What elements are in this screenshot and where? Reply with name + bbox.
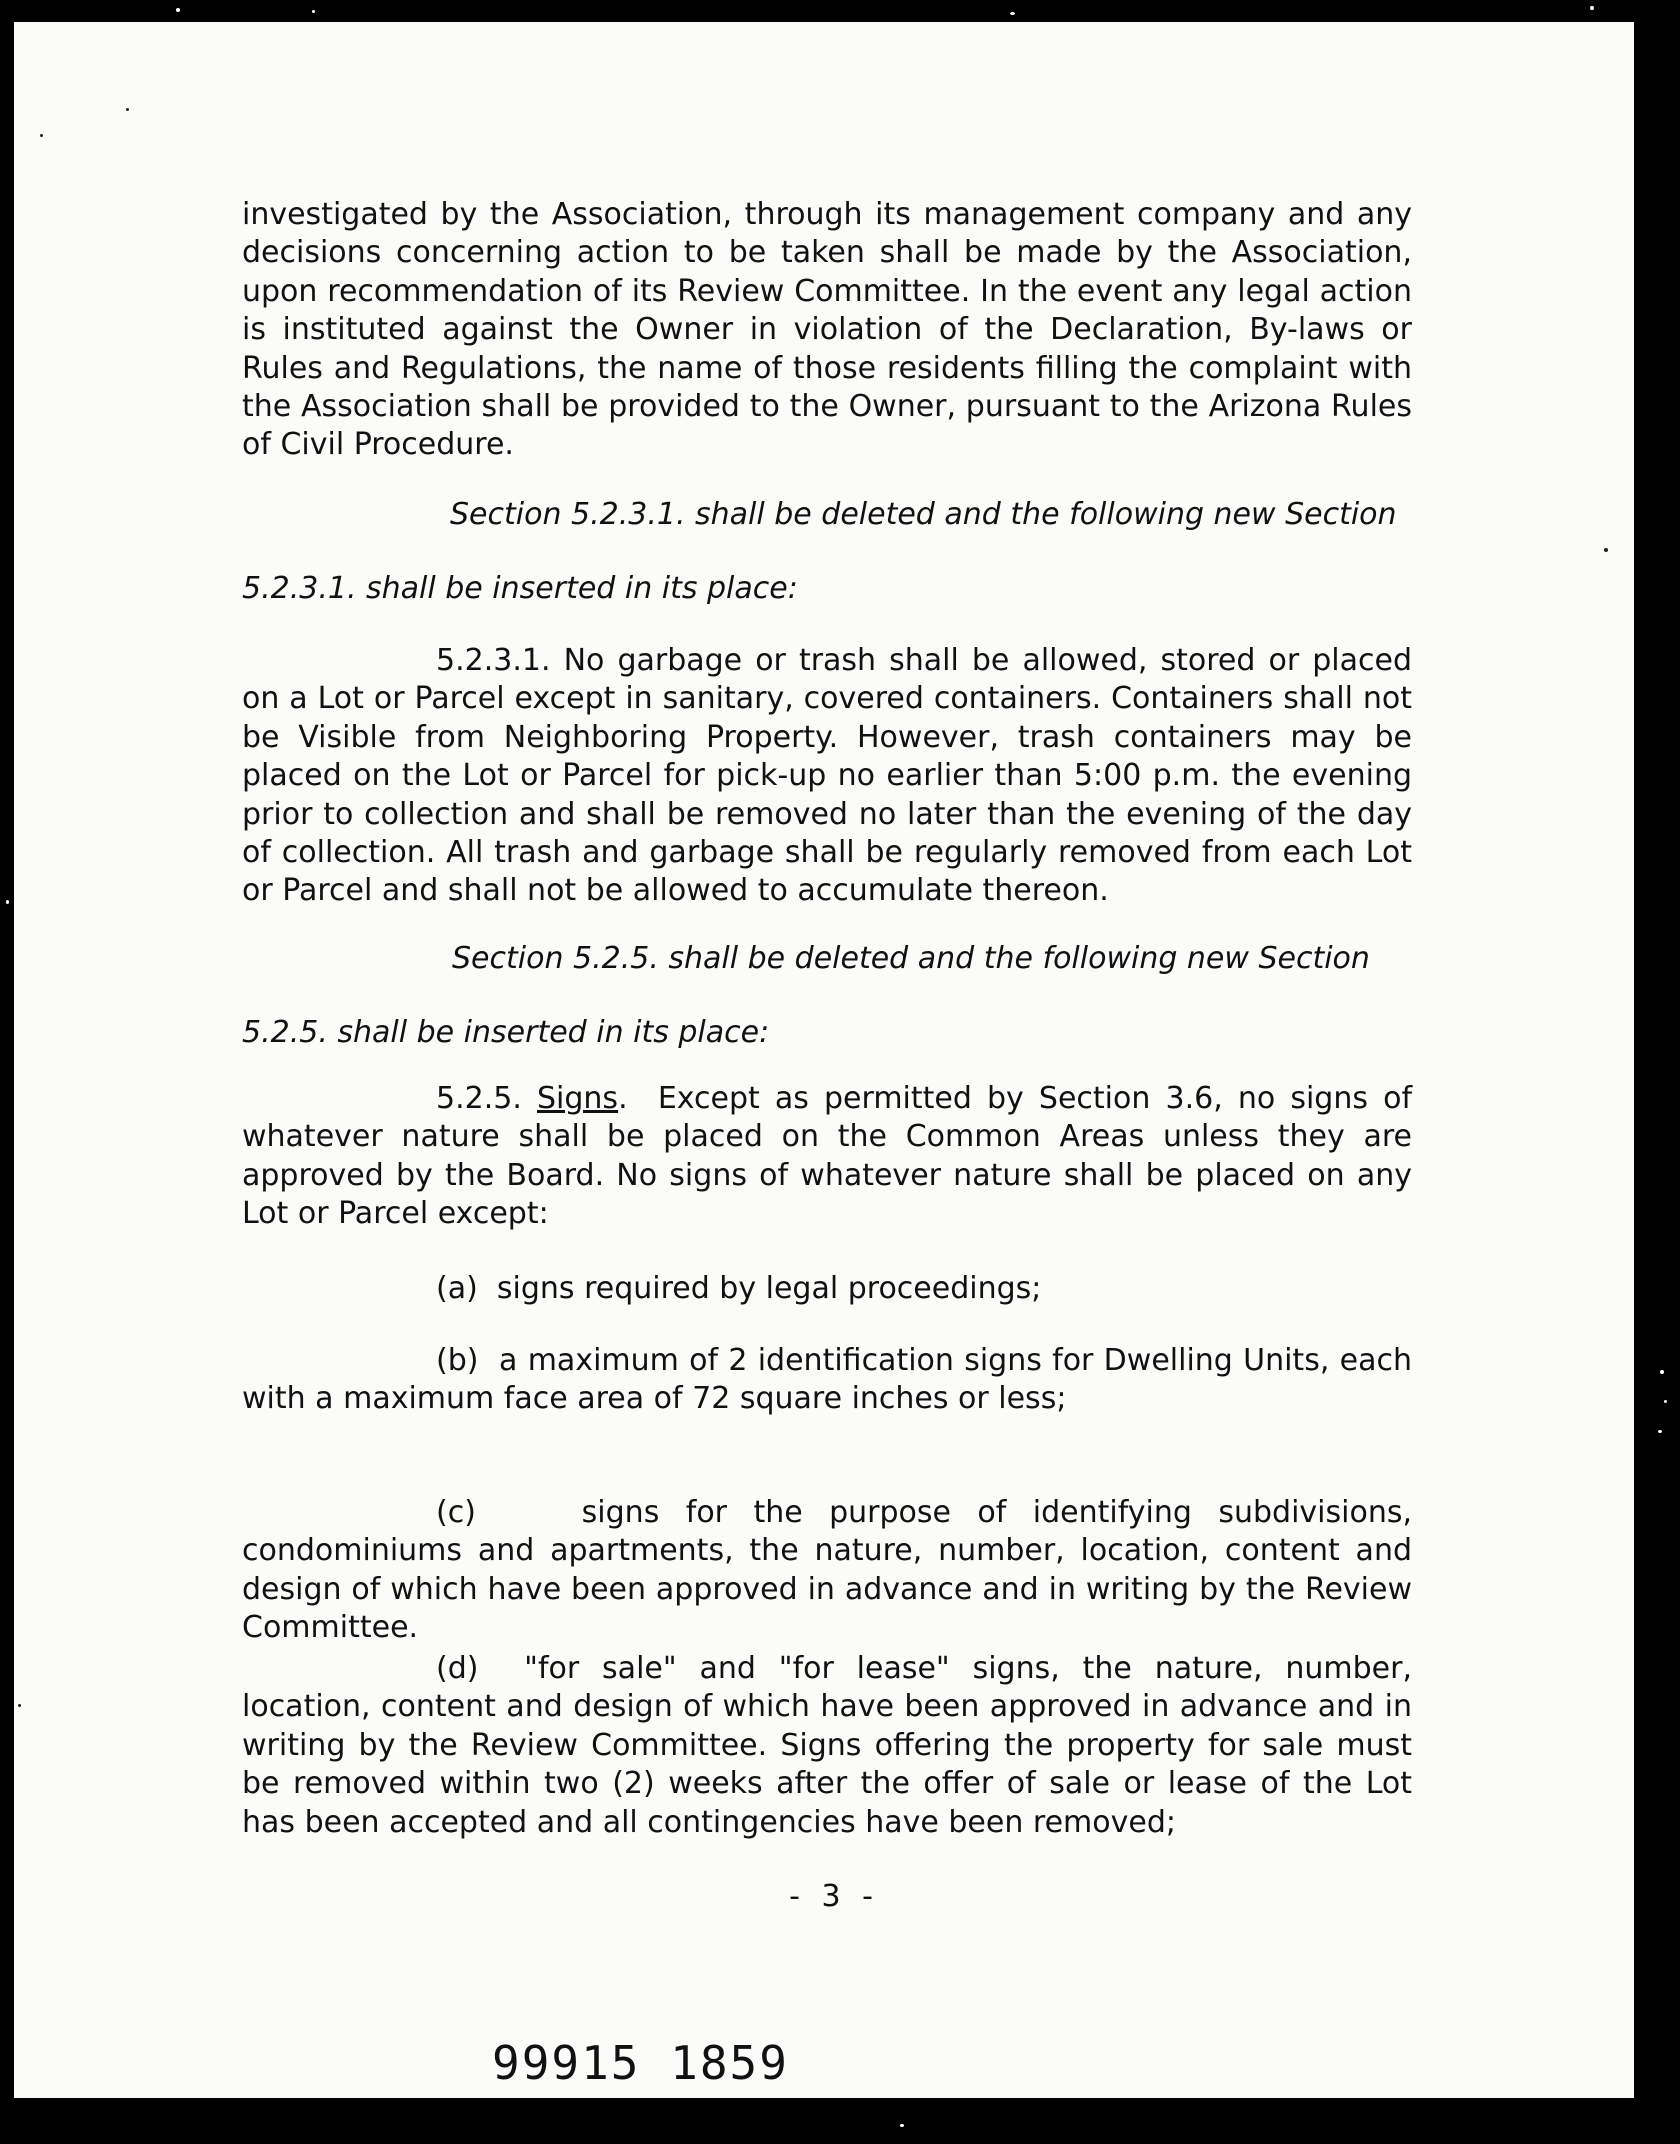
item-d-marker: (d) [436, 1651, 479, 1686]
item-a-marker: (a) [436, 1271, 478, 1306]
scan-speck [1664, 1400, 1667, 1403]
scan-speck [126, 108, 129, 111]
item-a-text: signs required by legal proceedings; [496, 1271, 1042, 1306]
section-5231-text: No garbage or trash shall be allowed, stored or placed on a Lot or Parcel except in sanitary, covered containers. Containers shall not be Visible from Neighboring Property. However, trash containers may be placed on the Lot or Parcel for pick-up no earlier than 5:00 p.m. the evening prior to collection and shall be removed no later than the evening of the day of collection. All trash and garbage shall be regularly removed from each Lot or Parcel and shall not be allowed to accumulate thereon. [242, 643, 1412, 909]
scan-speck [1010, 12, 1015, 15]
scan-speck [312, 10, 315, 13]
scan-speck [40, 134, 43, 137]
scan-speck [900, 2124, 904, 2127]
stamp-number: 99915 1859 [492, 2036, 789, 2090]
scan-speck [1590, 6, 1594, 10]
item-d [242, 1650, 1412, 1842]
scan-speck [1658, 1430, 1662, 1433]
item-c-marker: (c) [436, 1495, 476, 1530]
amendment-1-line-1: Section 5.2.3.1. shall be deleted and the following new Section [450, 497, 1397, 532]
amendment-2-line-1: Section 5.2.5. shall be deleted and the following new Section [452, 941, 1370, 976]
section-5231-number: 5.2.3.1. [436, 643, 551, 678]
amendment-1-line-2: 5.2.3.1. shall be inserted in its place: [242, 571, 798, 606]
scan-speck [1660, 1370, 1664, 1374]
scan-speck [176, 8, 180, 12]
item-d-text: "for sale" and "for lease" signs, the nature, number, location, content and design of which have been approved in advance and in writing by the Review Committee. Signs offering the property for sale must be removed within two (2) weeks after the offer of sale or lease of the Lot has been accepted and all contingencies have been removed; [242, 1651, 1412, 1840]
item-b [242, 1342, 1412, 1419]
item-c-text: signs for the purpose of identifying subdivisions, condominiums and apartments, the nature, number, location, content and design of which have been approved in advance and in writing by the Review Committee. [242, 1495, 1413, 1646]
scan-speck [1604, 548, 1608, 552]
item-a [242, 1270, 1412, 1308]
amendment-2-line-2: 5.2.5. shall be inserted in its place: [242, 1015, 770, 1050]
section-525-heading: Signs [537, 1081, 619, 1116]
section-525-number: 5.2.5. [436, 1081, 522, 1116]
section-525-paragraph: 5.2.5. Signs. Except as permitted by Section 3.6, no signs of whatever nature shall be placed on the Common Areas unless they are approved by the Board. No signs of whatever nature shall be placed on any Lot or Parcel except: [242, 1081, 1413, 1232]
section-525-text: Except as permitted by Section 3.6, no signs of whatever nature shall be placed on the Common Areas unless they are approved by the Board. No signs of whatever nature shall be placed on any Lot or Parcel except: [242, 1081, 1413, 1232]
item-b-marker: (b) [436, 1343, 479, 1378]
continuation-paragraph: investigated by the Association, through its management company and any decisions concerning action to be taken shall be made by the Association, upon recommendation of its Review Committee. In the event any legal action is instituted against the Owner in violation of the Declaration, By-laws or Rules and Regulations, the name of those residents filling the complaint with the Association shall be provided to the Owner, pursuant to the Arizona Rules of Civil Procedure. [242, 197, 1412, 463]
scan-speck [18, 1704, 21, 1707]
page-number: - 3 - [789, 1879, 879, 1914]
item-b-text: a maximum of 2 identification signs for Dwelling Units, each with a maximum face area of 72 square inches or less; [242, 1343, 1412, 1417]
section-5231-paragraph [242, 642, 1412, 911]
scan-speck [6, 900, 9, 904]
item-c [242, 1494, 1412, 1648]
